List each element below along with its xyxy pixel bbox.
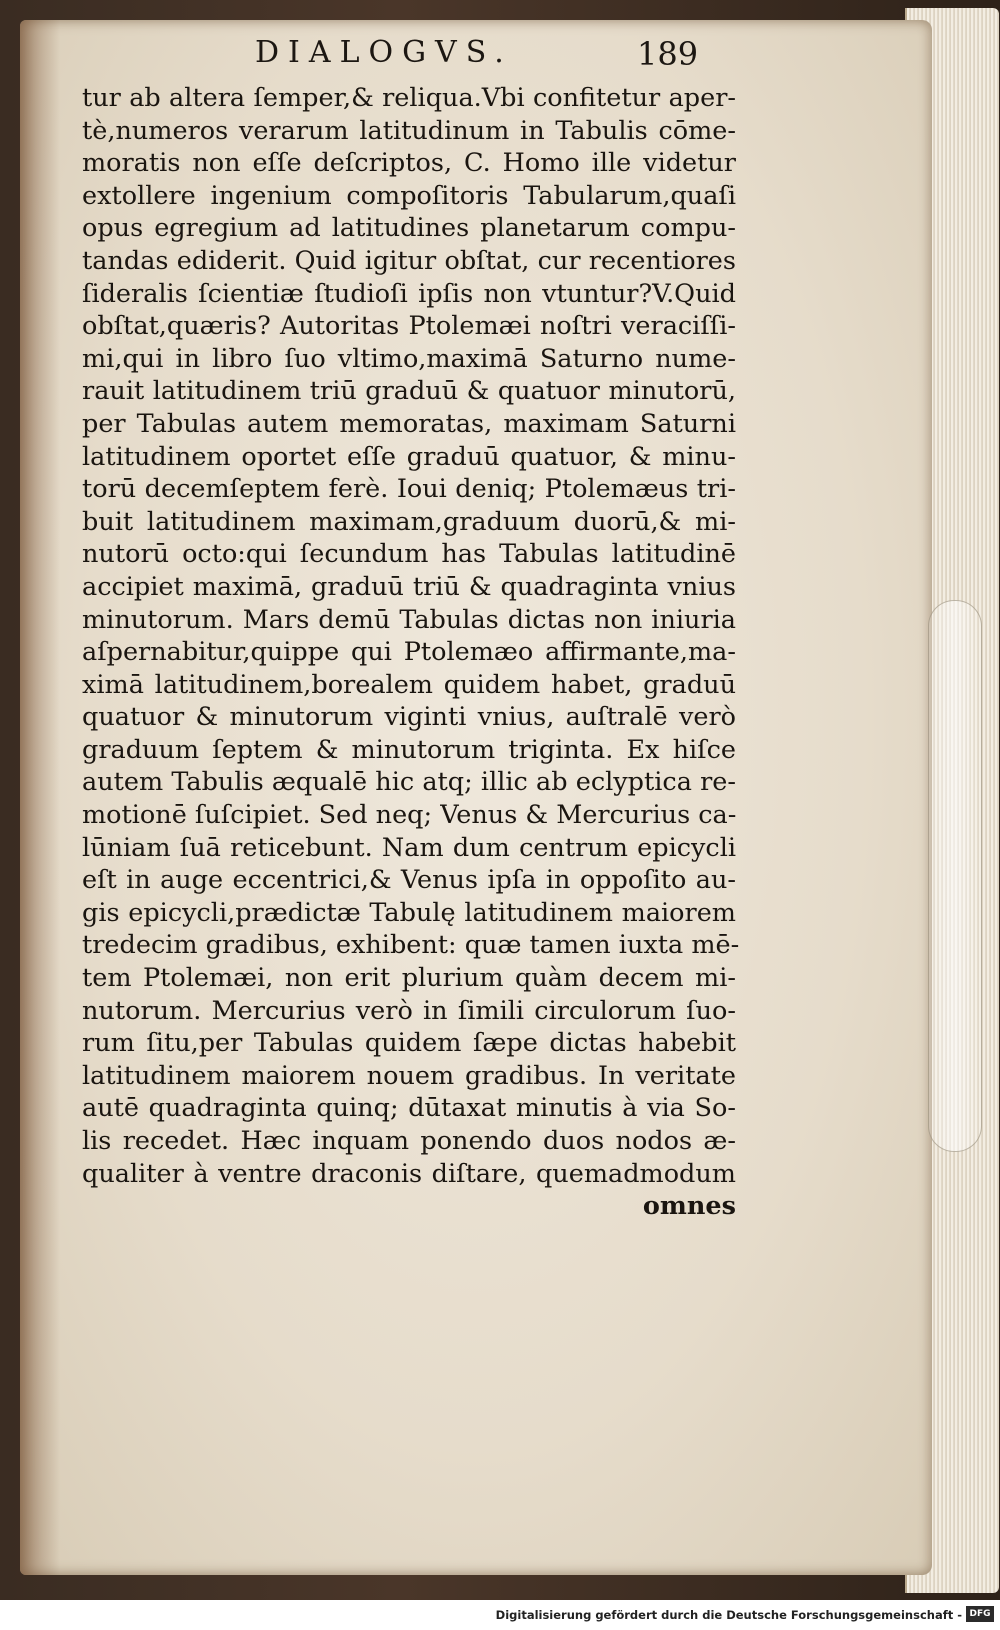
text-line: latitudinem maiorem nouem gradibus. In veritate [82, 1060, 736, 1091]
text-line: extollere ingenium compoſitoris Tabularum,quaſi [82, 180, 736, 211]
text-line: autem Tabulis æqualē hic atq; illic ab eclyptica re- [82, 767, 736, 798]
text-line: torū decemſeptem ferè. Ioui deniq; Ptolemæus tri- [82, 474, 736, 505]
text-line: rauit latitudinem triū graduū & quatuor minutorū, [82, 376, 736, 407]
text-line: eſt in auge eccentrici,& Venus ipſa in oppoſito au- [82, 865, 736, 896]
text-line: tur ab altera ſemper,& reliqua.Vbi confitetur aper- [82, 83, 736, 113]
digitization-credit: Digitalisierung gefördert durch die Deutsche Forschungsgemeinschaft - [495, 1608, 962, 1622]
text-line: minutorum. Mars demū Tabulas dictas non iniuria [82, 604, 736, 635]
plastic-page-clip [928, 600, 982, 1152]
text-line: tandas ediderit. Quid igitur obſtat, cur recentiores [82, 245, 736, 276]
text-line: gis epicycli,prædictæ Tabulę latitudinem maiorem [82, 897, 736, 928]
text-line: lūniam ſuā reticebunt. Nam dum centrum epicycli [82, 832, 736, 863]
text-line: aſpernabitur,quippe qui Ptolemæo affirmante,ma- [82, 637, 736, 668]
text-line: quatuor & minutorum viginti vnius, auſtralē verò [82, 702, 736, 733]
text-line: ximā latitudinem,borealem quidem habet, graduū [82, 669, 736, 700]
text-line: lis recedet. Hæc inquam ponendo duos nodos æ- [82, 1126, 736, 1156]
text-line: motionē ſuſcipiet. Sed neq; Venus & Mercurius ca- [82, 800, 737, 831]
text-line: obſtat,quæris? Autoritas Ptolemæi noſtri veraciſſi- [82, 311, 736, 342]
catchword: omnes [642, 1191, 736, 1222]
dfg-logo-icon: DFG [966, 1606, 994, 1622]
text-line: latitudinem oportet eſſe graduū quatuor, & minu- [82, 441, 736, 472]
page-gutter-shadow [20, 20, 60, 1575]
text-line: ſideralis ſcientiæ ſtudioſi ipſis non vtuntur?V.Quid [82, 278, 736, 309]
text-line: tem Ptolemæi, non erit plurium quàm decem mi- [82, 963, 736, 994]
text-line: autē quadraginta quinq; dūtaxat minutis à via So- [82, 1093, 736, 1124]
page-number: 189 [637, 35, 699, 73]
text-line: nutorū octo:qui ſecundum has Tabulas latitudinē [82, 539, 736, 570]
text-line: tè,numeros verarum latitudinum in Tabulis cōme- [82, 115, 736, 146]
footer-bar [0, 1600, 1000, 1630]
text-line: tredecim gradibus, exhibent: quæ tamen iuxta mē- [82, 930, 740, 961]
text-line: accipiet maximā, graduū triū & quadraginta vnius [82, 571, 736, 602]
text-line: nutorum. Mercurius verò in ſimili circulorum ſuo- [82, 995, 736, 1026]
body-text [82, 82, 740, 1223]
text-line: buit latitudinem maximam,graduum duorū,& mi- [82, 506, 736, 537]
text-line: rum ſitu,per Tabulas quidem ſæpe dictas habebit [82, 1028, 736, 1059]
text-line: mi,qui in libro ſuo vltimo,maximā Saturno nume- [82, 343, 736, 374]
text-line: graduum ſeptem & minutorum triginta. Ex hiſce [82, 734, 736, 765]
running-head: DIALOGVS. [255, 35, 513, 70]
text-line: opus egregium ad latitudines planetarum compu- [82, 213, 736, 244]
text-line: qualiter à ventre draconis diſtare, quemadmodum [82, 1158, 736, 1189]
text-line: moratis non eſſe deſcriptos, C. Homo ille videtur [82, 148, 736, 179]
text-line: per Tabulas autem memoratas, maximam Saturni [82, 408, 736, 439]
page-header [0, 35, 930, 75]
